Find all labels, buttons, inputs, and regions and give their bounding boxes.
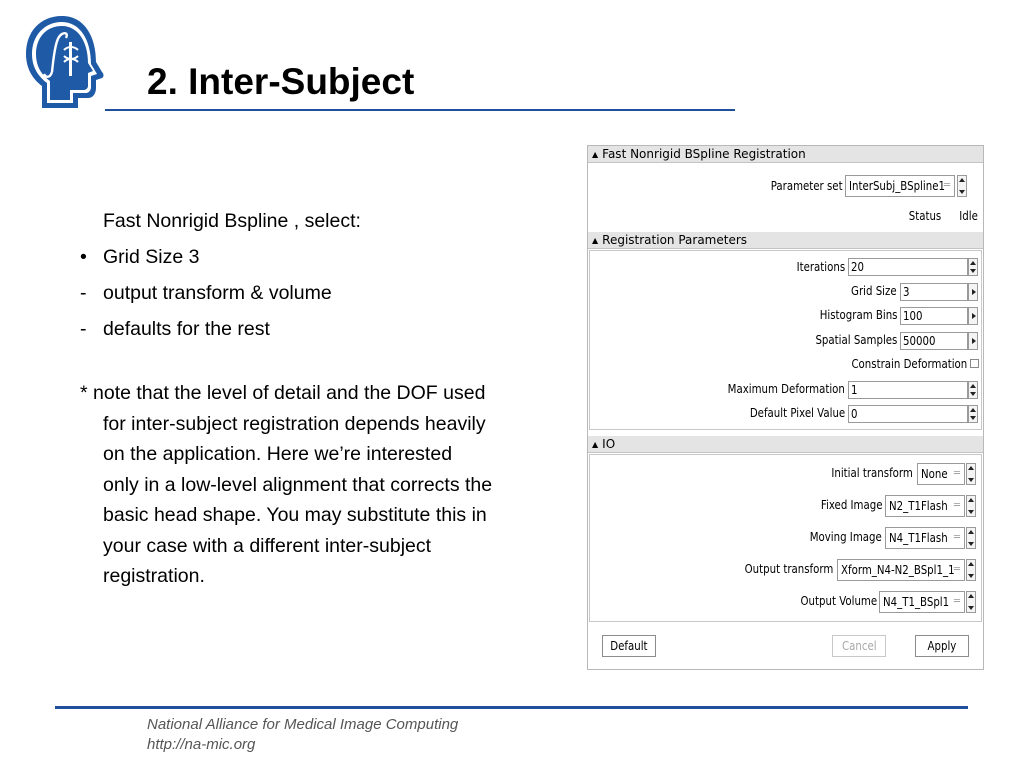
bspline-registration-panel xyxy=(587,145,984,670)
note-line: your case with a different inter-subject xyxy=(103,534,432,557)
output-volume-stepper[interactable] xyxy=(966,591,976,613)
registration-parameters-header[interactable] xyxy=(588,232,983,249)
list-item xyxy=(80,311,570,347)
collapse-arrow-icon: ▲ xyxy=(592,236,599,245)
moving-image-select[interactable]: N4_T1Flash ═ xyxy=(885,527,965,549)
iterations-label: Iterations xyxy=(796,260,845,274)
bullet-text: output transform & volume xyxy=(103,282,332,304)
histogram-bins-arrow-button[interactable] xyxy=(968,307,978,325)
maximum-deformation-label: Maximum Deformation xyxy=(727,382,845,396)
bullet-text: defaults for the rest xyxy=(103,318,270,340)
combo-dash-icon: ═ xyxy=(953,532,960,543)
footer-divider xyxy=(55,706,968,709)
cancel-button[interactable]: Cancel xyxy=(832,635,886,657)
default-pixel-value-stepper[interactable] xyxy=(968,405,978,423)
parameter-set-select[interactable]: InterSubj_BSpline1 ═ xyxy=(845,175,955,197)
section-header-label: Registration Parameters xyxy=(602,233,748,247)
histogram-bins-input[interactable]: 100 xyxy=(900,307,968,325)
slide-title: 2. Inter-Subject xyxy=(147,61,415,102)
combo-dash-icon: ═ xyxy=(953,596,960,607)
initial-transform-select[interactable]: None ═ xyxy=(917,463,965,485)
default-pixel-value-label: Default Pixel Value xyxy=(749,406,845,420)
lead-text: Fast Nonrigid Bspline , select: xyxy=(103,210,361,232)
iterations-stepper[interactable] xyxy=(968,258,978,276)
parameter-set-label: Parameter set xyxy=(771,179,843,193)
note-line: on the application. Here we’re interested xyxy=(103,443,453,465)
bullet-marker: - xyxy=(80,318,87,340)
output-volume-label: Output Volume xyxy=(800,594,877,608)
footer-url: http://na-mic.org xyxy=(147,736,256,753)
io-header[interactable] xyxy=(588,436,983,453)
grid-size-arrow-button[interactable] xyxy=(968,283,978,301)
constrain-deformation-label: Constrain Deformation xyxy=(851,357,967,371)
footer-organization: National Alliance for Medical Image Computing xyxy=(147,716,459,733)
moving-image-stepper[interactable] xyxy=(966,527,976,549)
initial-transform-label: Initial transform xyxy=(831,466,913,480)
panel-header-label: Fast Nonrigid BSpline Registration xyxy=(602,147,806,161)
namic-head-logo xyxy=(22,12,106,112)
section-header-label: IO xyxy=(602,437,616,451)
note-line: for inter-subject registration depends heavily xyxy=(103,412,486,435)
list-item xyxy=(80,275,570,311)
collapse-arrow-icon: ▲ xyxy=(592,150,599,159)
combo-dash-icon: ═ xyxy=(953,500,960,511)
initial-transform-stepper[interactable] xyxy=(966,463,976,485)
panel-header[interactable] xyxy=(588,146,983,163)
default-pixel-value-input[interactable]: 0 xyxy=(848,405,968,423)
spatial-samples-input[interactable]: 50000 xyxy=(900,332,968,350)
bullet-marker: - xyxy=(80,282,87,304)
constrain-deformation-checkbox[interactable] xyxy=(970,359,979,368)
default-button[interactable]: Default xyxy=(602,635,656,657)
parameter-set-stepper[interactable] xyxy=(957,175,967,197)
combo-dash-icon: ═ xyxy=(953,468,960,479)
output-volume-select[interactable]: N4_T1_BSpl1 ═ xyxy=(879,591,965,613)
maximum-deformation-stepper[interactable] xyxy=(968,381,978,399)
combo-dash-icon: ═ xyxy=(943,180,950,191)
grid-size-label: Grid Size xyxy=(851,284,897,298)
note-line: basic head shape. You may substitute this in xyxy=(103,504,487,526)
note-paragraph xyxy=(80,378,570,592)
note-line: registration. xyxy=(103,565,205,587)
grid-size-input[interactable]: 3 xyxy=(900,283,968,301)
bullet-text: Grid Size 3 xyxy=(103,246,200,268)
fixed-image-select[interactable]: N2_T1Flash ═ xyxy=(885,495,965,517)
fixed-image-stepper[interactable] xyxy=(966,495,976,517)
spatial-samples-arrow-button[interactable] xyxy=(968,332,978,350)
bullet-list xyxy=(80,203,570,347)
note-line: only in a low-level alignment that corrects the xyxy=(103,473,493,496)
status-label: Status xyxy=(908,209,941,223)
spatial-samples-label: Spatial Samples xyxy=(815,333,897,347)
status-value: Idle xyxy=(959,209,978,223)
moving-image-label: Moving Image xyxy=(809,530,882,544)
maximum-deformation-input[interactable]: 1 xyxy=(848,381,968,399)
fixed-image-label: Fixed Image xyxy=(820,498,882,512)
list-item xyxy=(80,239,570,275)
iterations-input[interactable]: 20 xyxy=(848,258,968,276)
apply-button[interactable]: Apply xyxy=(915,635,969,657)
output-transform-label: Output transform xyxy=(744,562,833,576)
histogram-bins-label: Histogram Bins xyxy=(819,308,897,322)
output-transform-stepper[interactable] xyxy=(966,559,976,581)
collapse-arrow-icon: ▲ xyxy=(592,440,599,449)
combo-dash-icon: ═ xyxy=(953,564,960,575)
output-transform-select[interactable]: Xform_N4-N2_BSpl1_1 ═ xyxy=(837,559,965,581)
note-line: * note that the level of detail and the DOF used xyxy=(80,382,486,404)
bullet-marker: • xyxy=(80,246,87,268)
title-divider xyxy=(105,109,735,111)
